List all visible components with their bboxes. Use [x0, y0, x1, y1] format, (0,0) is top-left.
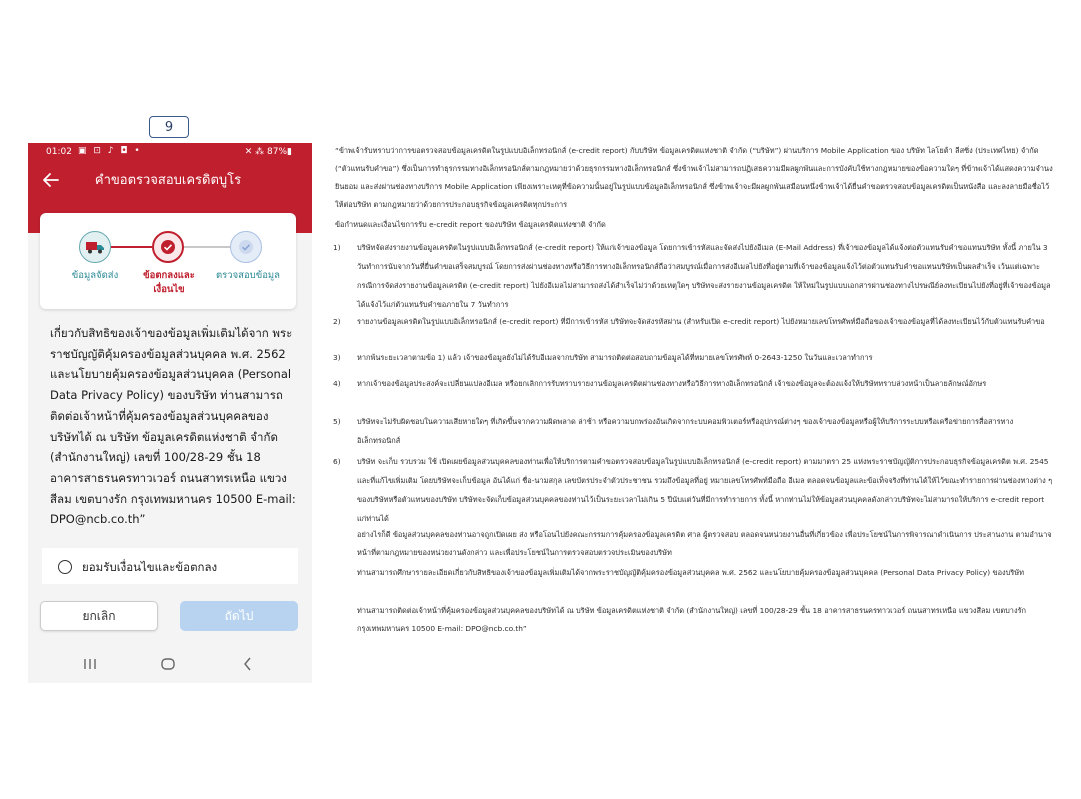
truck-icon: [85, 240, 105, 254]
arrow-left-icon[interactable]: [38, 167, 64, 193]
term-number: 1): [333, 243, 341, 252]
term-number: 5): [333, 417, 341, 426]
progress-stepper: [40, 213, 296, 309]
intro-paragraph: “ข้าพเจ้ารับทราบว่าการขอตรวจสอบข้อมูลเครดิตในรูปแบบอิเล็กทรอนิกส์ (e-credit report) กับบริษัท ข้อมูลเครดิตแห่งชาติ จำกัด (“บริษัท”) ผ่านบริการ Mobile Application ของ บริษัท ไลโยต้า ลีสซิ่ง (ประเทศไทย) จำกัด (“ตัวแทนรับคำขอ”) ซึ่งเป็นการทำธุรกรรมทางอิเล็กทรอนิกส์ตามกฎหมายว่าด้วยธุรกรรมทางอิเล็กทรอนิกส์ ซึ่งข้าพเจ้าไม่สามารถปฏิเสธความมีผลผูกพันและการบังคับใช้ทางกฎหมายของข้อความใดๆ ที่ข้าพเจ้าได้แสดงความจำนง ยินยอม และส่งผ่านช่องทางบริการ Mobile Application เพียงเพราะเหตุที่ข้อความนั้นอยู่ในรูปแบบข้อมูลอิเล็กทรอนิกส์ ซึ่งข้าพเจ้าจะมีผลผูกพันเสมือนหนึ่งข้าพเจ้าได้ยื่นคำขอตรวจสอบข้อมูลเครดิตเป็นหนังสือ และลงลายมือชื่อไว้ให้ต่อบริษัท ตามกฎหมายว่าด้วยการประกอบธุรกิจข้อมูลเครดิตทุกประการ: [335, 146, 1053, 209]
step-label: ข้อตกลงและเงื่อนไข: [143, 270, 195, 295]
step-connector: [111, 246, 152, 248]
verify-icon: [237, 238, 255, 256]
step-label: ตรวจสอบข้อมูล: [216, 270, 280, 281]
step-verify: [230, 231, 262, 263]
next-button[interactable]: ถัดไป: [180, 601, 298, 631]
term-text: บริษัท จะเก็บ รวบรวม ใช้ เปิดเผยข้อมูลส่วนบุคคลของท่านเพื่อให้บริการตามคำขอตรวจสอบข้อมูลในรูปแบบอิเล็กทรอนิกส์ (e-credit report) ตามมาตรา 25 แห่งพระราชบัญญัติการประกอบธุรกิจข้อมูลเครดิต พ.ศ. 2545 และที่แก้ไขเพิ่มเติม โดยบริษัทจะเก็บข้อมูล อันได้แก่ ชื่อ-นามสกุล เลขบัตรประจำตัวประชาชน รวมถึงข้อมูลที่อยู่ หมายเลขโทรศัพท์มือถือ อีเมล ตลอดจนข้อมูลและข้อเท็จจริงที่ท่านได้ให้ไว้ขณะทำรายการผ่านช่องทางต่าง ๆ ของบริษัทหรือตัวแทนของบริษัท บริษัทจะจัดเก็บข้อมูลส่วนบุคคลของท่านไว้เป็นระยะเวลาไม่เกิน 5 ปีนับแต่วันที่มีการทำรายการ ทั้งนี้ หากท่านไม่ให้ข้อมูลส่วนบุคคลดังกล่าวบริษัทจะไม่สามารถให้บริการ e-credit report แก่ท่านได้: [357, 457, 1053, 523]
battery-indicator: ✕ ⁂ 87%▮: [244, 147, 292, 157]
checkbox-label: ยอมรับเงื่อนไขและข้อตกลง: [82, 560, 218, 574]
term-text: รายงานข้อมูลเครดิตในรูปแบบอิเล็กทรอนิกส์ (e-credit report) ที่มีการเข้ารหัส บริษัทจะจัดส่งรหัสผ่าน (สำหรับเปิด e-credit report) ไปยังหมายเลขโทรศัพท์มือถือของเจ้าของข้อมูลที่ได้ลงทะเบียนไว้กับตัวแทนรับคำขอ: [357, 317, 1045, 326]
term-number: 4): [333, 379, 341, 388]
check-circle-icon: [160, 239, 176, 255]
rights-paragraph: ท่านสามารถศึกษารายละเอียดเกี่ยวกับสิทธิของเจ้าของข้อมูลเพิ่มเติมได้จากพระราชบัญญัติคุ้มครองข้อมูลส่วนบุคคล พ.ศ. 2562 และนโยบายคุ้มครองข้อมูลส่วนบุคคล (Personal Data Privacy Policy) ของบริษัท: [357, 568, 1025, 577]
term-text: บริษัทจัดส่งรายงานข้อมูลเครดิตในรูปแบบอิเล็กทรอนิกส์ (e-credit report) ให้แก่เจ้าของข้อมูล โดยการเข้ารหัสและจัดส่งไปยังอีเมล (E-Mail Address) ที่เจ้าของข้อมูลได้แจ้งต่อตัวแทนรับคำขอแทนบริษัท ทั้งนี้ ภายใน 3 วันทำการนับจากวันที่ยื่นคำขอเสร็จสมบูรณ์ โดยการส่งผ่านช่องทางหรือวิธีการทางอิเล็กทรอนิกส์ถือว่าสมบูรณ์เมื่อการส่งอีเมลไปยังที่อยู่ตามที่เจ้าของข้อมูลแจ้งไว้ต่อตัวแทนรับคำขอแทนบริษัทเป็นผลสำเร็จ เว้นแต่เฉพาะกรณีการจัดส่งรายงานข้อมูลเครดิต (e-credit report) ไปยังอีเมลไม่สามารถส่งได้สำเร็จไม่ว่าด้วยเหตุใดๆ บริษัทจะส่งรายงานข้อมูลเครดิต ให้ใหม่ในรูปแบบเอกสารผ่านช่องทางไปรษณีย์ลงทะเบียนไปยังที่อยู่ที่เจ้าของข้อมูลได้แจ้งไว้แก่ตัวแทนรับคำขอภายใน 7 วันทำการ: [357, 243, 1051, 309]
status-time: 01:02: [46, 147, 72, 157]
term-number: 2): [333, 317, 341, 326]
status-bar: [28, 143, 312, 161]
recent-apps-icon[interactable]: [80, 654, 100, 674]
step-delivery: [79, 231, 111, 263]
cancel-button[interactable]: ยกเลิก: [40, 601, 158, 631]
consent-text: เกี่ยวกับสิทธิของเจ้าของข้อมูลเพิ่มเติมได้จาก พระราชบัญญัติคุ้มครองข้อมูลส่วนบุคคล พ.ศ. 2562 และนโยบายคุ้มครองข้อมูลส่วนบุคคล (Personal Data Privacy Policy) ของบริษัท ท่านสามารถติดต่อเจ้าหน้าที่คุ้มครองข้อมูลส่วนบุคคลของบริษัทได้ ณ บริษัท ข้อมูลเครดิตแห่งชาติ จำกัด (สำนักงานใหญ่) เลขที่ 100/28-29 ชั้น 18 อาคารสาธรนครทาวเวอร์ ถนนสาทรเหนือ แขวงสีลม เขตบางรัก กรุงเทพมหานคร 10500 E-mail: DPO@ncb.co.th”: [50, 326, 296, 527]
accept-terms-checkbox[interactable]: [42, 548, 298, 584]
page-title: คำขอตรวจสอบเครดิตบูโร: [94, 173, 242, 188]
term-number: 6): [333, 457, 341, 466]
term-text: หากเจ้าของข้อมูลประสงค์จะเปลี่ยนแปลงอีเมล หรือยกเลิกการรับทราบรายงานข้อมูลเครดิตผ่านช่องทางหรือวิธีการทางอิเล็กทรอนิกส์ เจ้าของข้อมูลจะต้องแจ้งให้บริษัททราบล่วงหน้าเป็นลายลักษณ์อักษร: [357, 379, 987, 388]
term-text: หากพ้นระยะเวลาตามข้อ 1) แล้ว เจ้าของข้อมูลยังไม่ได้รับอีเมลจากบริษัท สามารถติดต่อสอบถามข้อมูลได้ที่หมายเลขโทรศัพท์ 0-2643-1250 ในวันและเวลาทำการ: [357, 353, 873, 362]
term-number: 3): [333, 353, 341, 362]
term-text: บริษัทจะไม่รับผิดชอบในความเสียหายใดๆ ที่เกิดขึ้นจากความผิดพลาด ล่าช้า หรือความบกพร่องอันเกิดจากระบบคอมพิวเตอร์หรืออุปกรณ์ต่างๆ ของเจ้าของข้อมูลหรือผู้ให้บริการระบบหรือเครือข่ายการสื่อสารทางอิเล็กทรอนิกส์: [357, 417, 1014, 445]
page-number-badge: 9: [149, 116, 189, 138]
status-icons: ▣ ⊡ ♪ ◘ •: [78, 146, 142, 156]
phone-screenshot: [28, 143, 312, 683]
radio-circle-icon[interactable]: [58, 560, 72, 574]
step-connector: [184, 246, 230, 248]
disclosure-paragraph: อย่างไรก็ดี ข้อมูลส่วนบุคคลของท่านอาจถูกเปิดเผย ส่ง หรือโอนไปยังคณะกรรมการคุ้มครองข้อมูลเครดิต ศาล ผู้ตรวจสอบ ตลอดจนหน่วยงานอื่นที่เกี่ยวข้อง เพื่อประโยชน์ในการพิจารณาดำเนินการ ประสานงาน ตามอำนาจหน้าที่ตามกฎหมายของหน่วยงานดังกล่าว และเพื่อประโยชน์ในการตรวจสอบตรวจประเมินของบริษัท: [357, 530, 1052, 557]
terms-heading: ข้อกำหนดและเงื่อนไขการรับ e-credit report ของบริษัท ข้อมูลเครดิตแห่งชาติ จำกัด: [335, 220, 606, 229]
back-nav-icon[interactable]: [238, 654, 258, 674]
step-label: ข้อมูลจัดส่ง: [71, 270, 119, 281]
contact-paragraph: ท่านสามารถติดต่อเจ้าหน้าที่คุ้มครองข้อมูลส่วนบุคคลของบริษัทได้ ณ บริษัท ข้อมูลเครดิตแห่งชาติ จำกัด (สำนักงานใหญ่) เลขที่ 100/28-29 ชั้น 18 อาคารสาธรนครทาวเวอร์ ถนนสาทรเหนือ แขวงสีลม เขตบางรัก กรุงเทพมหานคร 10500 E-mail: DPO@ncb.co.th”: [357, 606, 1027, 633]
android-nav-bar: [28, 648, 312, 678]
home-icon[interactable]: [158, 654, 178, 674]
step-terms: [152, 231, 184, 263]
